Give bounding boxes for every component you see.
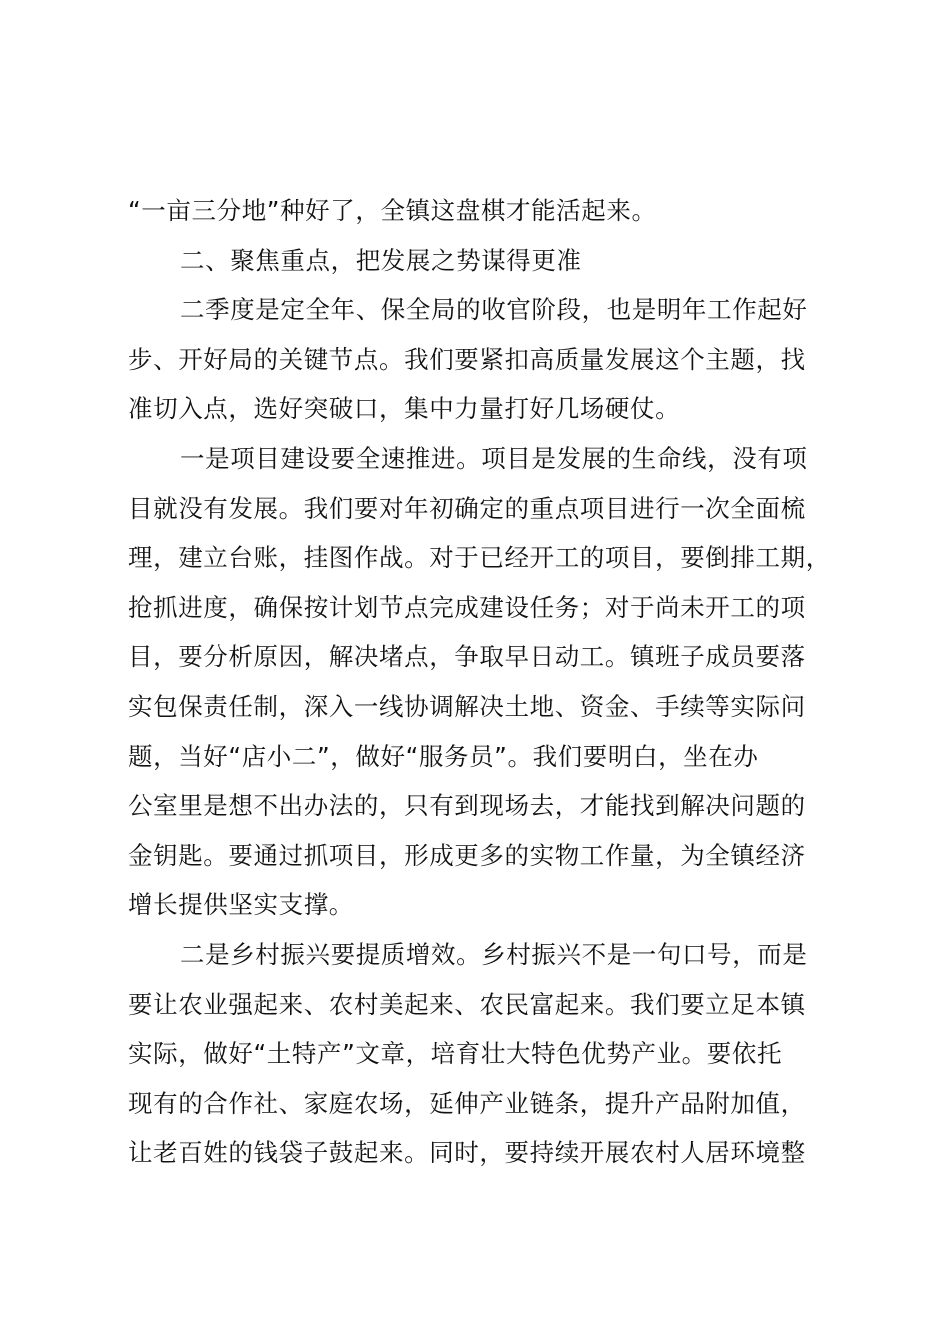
- paragraph-line: 准切入点，选好突破口，集中力量打好几场硬仗。: [128, 394, 681, 424]
- paragraph-line: 目，要分析原因，解决堵点，争取早日动工。镇班子成员要落: [128, 642, 806, 672]
- paragraph-line: 理，建立台账，挂图作战。对于已经开工的项目，要倒排工期，: [128, 543, 831, 573]
- paragraph-line: 增长提供坚实支撑。: [128, 890, 354, 920]
- paragraph-continuation-line: “一亩三分地”种好了，全镇这盘棋才能活起来。: [128, 196, 657, 225]
- paragraph-line: 现有的合作社、家庭农场，延伸产业链条，提升产品附加值，: [128, 1088, 806, 1118]
- paragraph-line: 金钥匙。要通过抓项目，形成更多的实物工作量，为全镇经济: [128, 840, 806, 870]
- paragraph-line: 让老百姓的钱袋子鼓起来。同时，要持续开展农村人居环境整: [128, 1138, 806, 1168]
- paragraph-line: 公室里是想不出办法的，只有到现场去，才能找到解决问题的: [128, 791, 806, 821]
- paragraph-line: 抢抓进度，确保按计划节点完成建设任务；对于尚未开工的项: [128, 592, 806, 622]
- paragraph-line: 一是项目建设要全速推进。项目是发展的生命线，没有项: [180, 443, 808, 473]
- paragraph-line: 目就没有发展。我们要对年初确定的重点项目进行一次全面梳: [128, 493, 806, 523]
- section-heading: 二、聚焦重点，把发展之势谋得更准: [180, 245, 582, 275]
- paragraph-line: 二季度是定全年、保全局的收官阶段，也是明年工作起好: [180, 295, 808, 325]
- document-page: [128, 186, 834, 1178]
- paragraph-line: 要让农业强起来、农村美起来、农民富起来。我们要立足本镇: [128, 989, 806, 1019]
- paragraph-line: 二是乡村振兴要提质增效。乡村振兴不是一句口号，而是: [180, 939, 808, 969]
- paragraph-line: 题，当好“店小二”，做好“服务员”。我们要明白，坐在办: [128, 741, 759, 771]
- paragraph-line: 实际，做好“土特产”文章，培育壮大特色优势产业。要依托: [128, 1039, 783, 1069]
- paragraph-line: 步、开好局的关键节点。我们要紧扣高质量发展这个主题，找: [128, 344, 806, 374]
- paragraph-line: 实包保责任制，深入一线协调解决土地、资金、手续等实际问: [128, 691, 806, 721]
